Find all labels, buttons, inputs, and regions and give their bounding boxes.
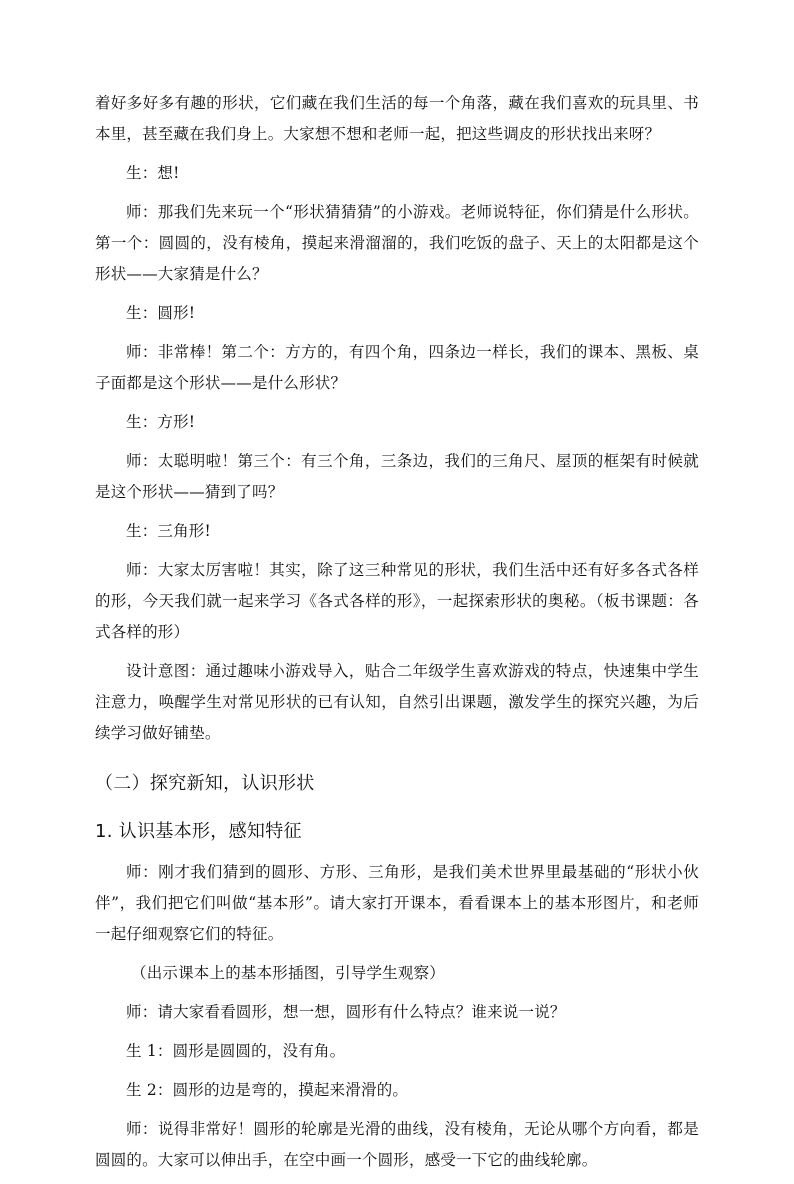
- student-reply-triangle: 生：三角形!: [126, 522, 211, 540]
- subsection-heading: 1. 认识基本形，感知特征: [95, 821, 302, 842]
- teacher-second-clue: 师：非常棒！第二个：方方的，有四个角，四条边一样长，我们的课本、黑板、桌子面都是这个形状——是什么形状？: [95, 343, 699, 392]
- design-intent-paragraph: 设计意图：通过趣味小游戏导入，贴合二年级学生喜欢游戏的特点，快速集中学生注意力，唤醒学生对常见形状的已有认知，自然引出课题，激发学生的探究兴趣，为后续学习做好铺垫。: [95, 662, 699, 742]
- teacher-circle-summary: 师：说得非常好！圆形的轮廓是光滑的曲线，没有棱角，无论从哪个方向看，都是圆圆的。大家可以伸出手，在空中画一个圆形，感受一下它的曲线轮廓。: [95, 1120, 699, 1169]
- student-2-answer: 生 2：圆形的边是弯的，摸起来滑滑的。: [126, 1081, 409, 1099]
- student-reply-circle: 生：圆形!: [126, 304, 196, 322]
- section-heading: （二）探究新知，认识形状: [95, 773, 315, 794]
- paragraph-intro-continued: 着好多好多有趣的形状，它们藏在我们生活的每一个角落，藏在我们喜欢的玩具里、书本里，甚至藏在我们身上。大家想不想和老师一起，把这些调皮的形状找出来呀？: [95, 94, 699, 143]
- teacher-basic-shapes: 师：刚才我们猜到的圆形、方形、三角形，是我们美术世界里最基础的“形状小伙伴”，我们把它们叫做“基本形”。请大家打开课本，看看课本上的基本形图片，和老师一起仔细观察它们的特征。: [95, 863, 699, 943]
- teacher-topic-intro: 师：大家太厉害啦！其实，除了这三种常见的形状，我们生活中还有好多各式各样的形，今天我们就一起来学习《各式各样的形》，一起探索形状的奥秘。（板书课题：各式各样的形）: [95, 561, 699, 641]
- student-reply-square: 生：方形!: [126, 413, 196, 431]
- teacher-circle-question: 师：请大家看看圆形，想一想，圆形有什么特点？谁来说一说？: [126, 1003, 566, 1021]
- teacher-game-intro: 师：那我们先来玩一个“形状猜猜猜”的小游戏。老师说特征，你们猜是什么形状。第一个：圆圆的，没有棱角，摸起来滑溜溜的，我们吃饭的盘子、天上的太阳都是这个形状——大家猜是什么？: [95, 203, 699, 283]
- student-reply-1: 生：想!: [126, 164, 180, 182]
- document-page: [95, 88, 699, 1184]
- student-1-answer: 生 1：圆形是圆圆的，没有角。: [126, 1042, 346, 1060]
- stage-direction: （出示课本上的基本形插图，引导学生观察）: [131, 964, 446, 982]
- teacher-third-clue: 师：太聪明啦！第三个：有三个角，三条边，我们的三角尺、屋顶的框架有时候就是这个形状——猜到了吗？: [95, 452, 699, 501]
